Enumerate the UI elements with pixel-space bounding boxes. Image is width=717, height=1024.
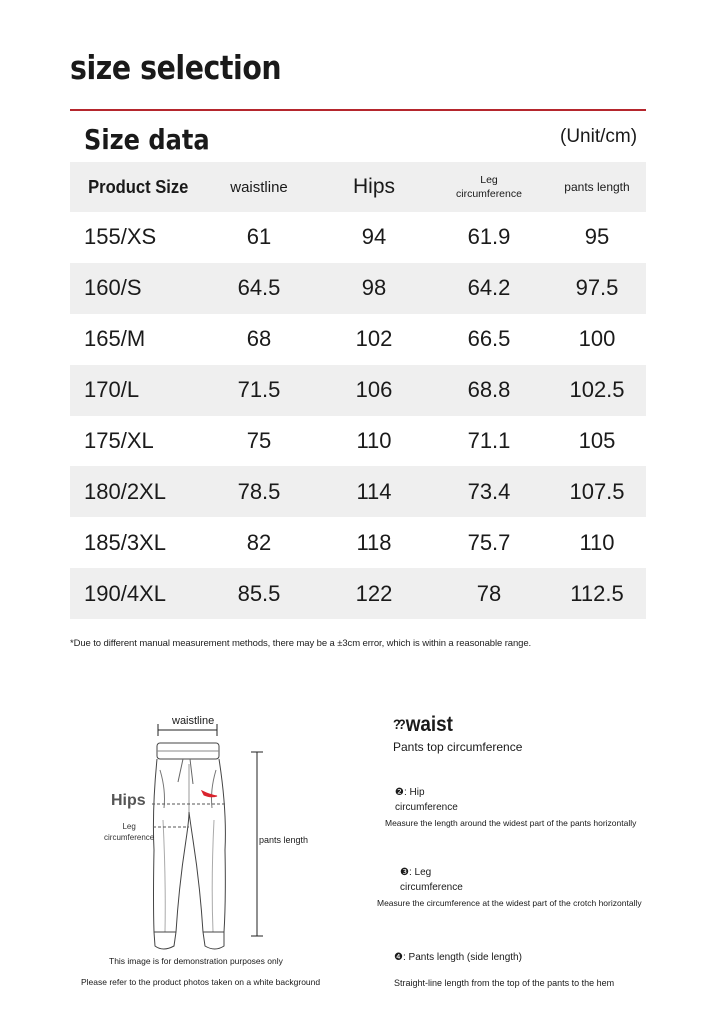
cell-hips: 98 [361, 275, 387, 301]
hip-marker-icon: ❷: [395, 787, 407, 798]
diagram-waistline-label: waistline [172, 715, 215, 727]
cell-size: 160/S [84, 275, 142, 301]
cell-waist: 75 [246, 428, 272, 453]
header-product-size: Product Size [88, 176, 189, 197]
cell-size: 155/XS [84, 224, 157, 250]
cell-waist: 71.5 [237, 377, 281, 403]
leg-title-line-2: circumference [400, 882, 463, 893]
diagram-hips-label: Hips [111, 792, 146, 809]
leg-title-line-1: Leg [414, 867, 432, 878]
cell-hips: 106 [355, 377, 393, 403]
cell-size: 170/L [84, 377, 140, 403]
diagram-leg-line-1: Leg [122, 822, 136, 831]
header-leg-line-2: circumference [456, 188, 522, 200]
table-row [70, 212, 646, 263]
cell-leg: 73.4 [467, 478, 511, 504]
cell-hips: 102 [355, 326, 393, 352]
cell-length: 97.5 [575, 275, 619, 301]
logo-swoosh [202, 791, 217, 797]
cell-waist: 61 [246, 224, 272, 250]
cell-waist: 82 [246, 529, 272, 555]
page-title: size selection [70, 48, 282, 87]
cell-hips: 122 [355, 580, 393, 606]
size-table [70, 162, 646, 619]
cell-waist: 85.5 [237, 580, 281, 606]
hip-title-line-1: Hip [409, 787, 425, 798]
cell-hips: 114 [356, 478, 392, 504]
table-row [70, 466, 646, 517]
waist-description: Pants top circumference [393, 740, 523, 754]
waist-title: waist [405, 713, 453, 736]
leg-description: Measure the circumference at the widest part of the crotch horizontally [377, 898, 642, 908]
cell-length: 105 [578, 428, 616, 453]
table-row [70, 416, 646, 467]
table-row [70, 263, 646, 314]
cell-hips: 118 [356, 529, 392, 555]
cell-length: 95 [584, 224, 610, 250]
table-row [70, 517, 646, 568]
length-description: Straight-line length from the top of the pants to the hem [394, 978, 615, 988]
cell-leg: 64.2 [467, 275, 511, 301]
waist-heading [393, 713, 453, 737]
leg-marker-icon: ❸: [400, 867, 412, 878]
diagram-length-label: pants length [259, 835, 309, 845]
cell-length: 110 [579, 529, 615, 555]
cell-length: 102.5 [569, 377, 625, 403]
cell-length: 100 [578, 326, 616, 352]
demo-note: This image is for demonstration purposes only [109, 956, 283, 966]
header-hips: Hips [352, 175, 395, 198]
hip-heading [395, 785, 458, 815]
cell-leg: 68.8 [467, 377, 511, 403]
cell-size: 175/XL [84, 428, 154, 453]
hip-description: Measure the length around the widest part of the pants horizontally [385, 818, 637, 828]
title-divider [70, 109, 646, 111]
unit-label: (Unit/cm) [560, 126, 638, 147]
header-pants-length: pants length [564, 180, 630, 194]
photo-note: Please refer to the product photos taken on a white background [81, 977, 321, 987]
measurement-footnote: *Due to different manual measurement methods, there may be a ±3cm error, which is within a reasonable range. [70, 638, 532, 649]
cell-length: 112.5 [570, 580, 624, 606]
header-leg-line-1: Leg [480, 174, 498, 186]
cell-waist: 68 [246, 326, 272, 352]
cell-leg: 66.5 [467, 326, 511, 352]
length-heading [394, 950, 522, 965]
cell-length: 107.5 [569, 478, 625, 504]
header-waistline: waistline [230, 178, 288, 196]
table-row [70, 365, 646, 416]
waist-marker-icon: ?? [393, 716, 403, 732]
length-marker-icon: ❹: [394, 952, 406, 963]
header-leg-circumference [430, 162, 548, 212]
cell-size: 180/2XL [84, 478, 166, 504]
cell-waist: 64.5 [237, 275, 281, 301]
section-title: Size data [84, 123, 210, 156]
cell-hips: 110 [356, 428, 392, 453]
hip-title-line-2: circumference [395, 802, 458, 813]
diagram-leg-line-2: circumference [104, 833, 155, 842]
leg-heading [400, 865, 463, 895]
cell-waist: 78.5 [237, 478, 281, 504]
cell-size: 185/3XL [84, 529, 166, 555]
length-title: Pants length (side length) [408, 952, 522, 963]
diagram-leg-label [104, 821, 154, 843]
table-row [70, 568, 646, 619]
pants-diagram [81, 700, 350, 1000]
cell-leg: 71.1 [467, 428, 511, 453]
table-header-row [70, 162, 646, 212]
table-row [70, 314, 646, 365]
pants-illustration [90, 700, 350, 1000]
cell-hips: 94 [361, 224, 387, 250]
cell-leg: 78 [476, 580, 502, 606]
cell-size: 190/4XL [84, 580, 166, 606]
cell-size: 165/M [84, 326, 146, 352]
cell-leg: 75.7 [467, 529, 511, 555]
cell-leg: 61.9 [467, 224, 511, 250]
